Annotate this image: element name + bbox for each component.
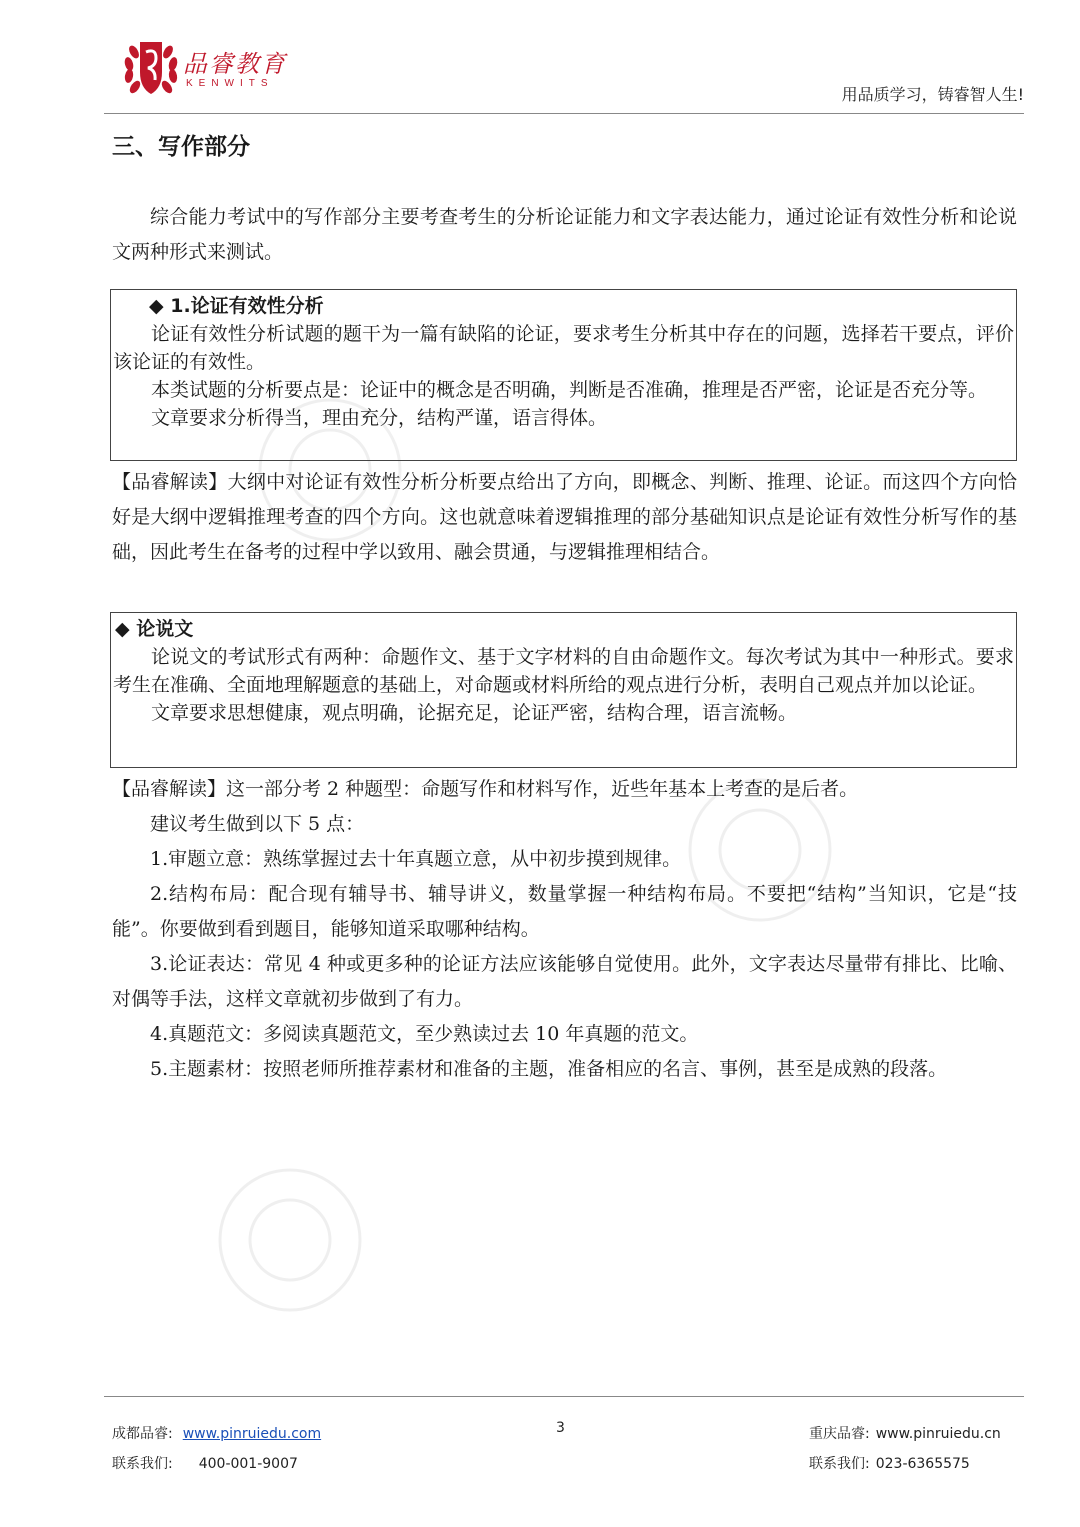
box-paragraph: 论说文的考试形式有两种：命题作文、基于文字材料的自由命题作文。每次考试为其中一种形式。要求考生在准确、全面地理解题意的基础上，对命题或材料所给的观点进行分析，表明自己观点并加以论证。 xyxy=(113,646,1014,696)
suggestion-item: 1.审题立意：熟练掌握过去十年真题立意，从中初步摸到规律。 xyxy=(150,848,682,870)
footer-contact-right xyxy=(809,1453,970,1473)
box-paragraph: 论证有效性分析试题的题干为一篇有缺陷的论证，要求考生分析其中存在的问题，选择若干要点，评价该论证的有效性。 xyxy=(113,323,1014,373)
box-paragraph: 文章要求思想健康，观点明确，论据充足，论证严密，结构合理，语言流畅。 xyxy=(151,702,798,724)
suggestion-item: 4.真题范文：多阅读真题范文，至少熟读过去 10 年真题的范文。 xyxy=(150,1023,699,1045)
box-paragraph: 本类试题的分析要点是：论证中的概念是否明确，判断是否准确，推理是否严密，论证是否充分等。 xyxy=(151,379,988,401)
suggestion-intro: 建议考生做到以下 5 点： xyxy=(150,813,365,835)
section-title: 三、写作部分 xyxy=(112,134,250,160)
page-header xyxy=(0,0,1080,116)
argument-validity-box xyxy=(110,289,1017,461)
logo-name: 品睿教育 xyxy=(183,50,287,78)
footer-label: 成都品睿: xyxy=(112,1426,173,1442)
page-number: 3 xyxy=(556,1420,565,1436)
chengdu-website-link[interactable]: www.pinruiedu.com xyxy=(182,1426,322,1442)
chengdu-phone: 400-001-9007 xyxy=(198,1456,298,1472)
suggestion-item: 2.结构布局：配合现有辅导书、辅导讲义，数量掌握一种结构布局。不要把“结构”当知识，它是“技能”。你要做到看到题目，能够知道采取哪种结构。 xyxy=(112,883,1017,940)
box-paragraph: 文章要求分析得当，理由充分，结构严谨，语言得体。 xyxy=(151,407,608,429)
footer-contact-left xyxy=(112,1453,298,1473)
footer-label: 联系我们: xyxy=(112,1456,173,1472)
intro-paragraph: 综合能力考试中的写作部分主要考查考生的分析论证能力和文字表达能力，通过论证有效性分析和论说文两种形式来测试。 xyxy=(112,206,1017,263)
header-divider xyxy=(104,113,1024,114)
footer-chengdu xyxy=(112,1423,321,1443)
essay-box xyxy=(110,612,1017,768)
footer-label: 联系我们: xyxy=(809,1456,870,1472)
box-title: ◆ 1.论证有效性分析 xyxy=(149,295,324,317)
header-slogan: 用品质学习，铸睿智人生! xyxy=(841,85,1024,104)
chongqing-website: www.pinruiedu.cn xyxy=(875,1426,1001,1442)
footer-label: 重庆品睿: xyxy=(809,1426,870,1442)
suggestion-item: 3.论证表达：常见 4 种或更多种的论证方法应该能够自觉使用。此外，文字表达尽量带有排比、比喻、对偶等手法，这样文章就初步做到了有力。 xyxy=(112,953,1017,1010)
main-content xyxy=(112,126,1017,1087)
interpretation-paragraph: 【品睿解读】大纲中对论证有效性分析分析要点给出了方向，即概念、判断、推理、论证。而这四个方向恰好是大纲中逻辑推理考查的四个方向。这也就意味着逻辑推理的部分基础知识点是论证有效性分析写作的基础，因此考生在备考的过程中学以致用、融会贯通，与逻辑推理相结合。 xyxy=(112,471,1017,563)
chongqing-phone: 023-6365575 xyxy=(875,1456,970,1472)
interpretation-paragraph: 【品睿解读】这一部分考 2 种题型：命题写作和材料写作，近些年基本上考查的是后者。 xyxy=(112,778,859,800)
box-title: ◆ 论说文 xyxy=(115,618,194,640)
footer-divider xyxy=(104,1396,1024,1397)
suggestion-item: 5.主题素材：按照老师所推荐素材和准备的主题，准备相应的名言、事例，甚至是成熟的段落。 xyxy=(150,1058,948,1080)
footer-chongqing xyxy=(809,1423,1001,1443)
logo-subtitle: KENWITS xyxy=(186,78,274,89)
